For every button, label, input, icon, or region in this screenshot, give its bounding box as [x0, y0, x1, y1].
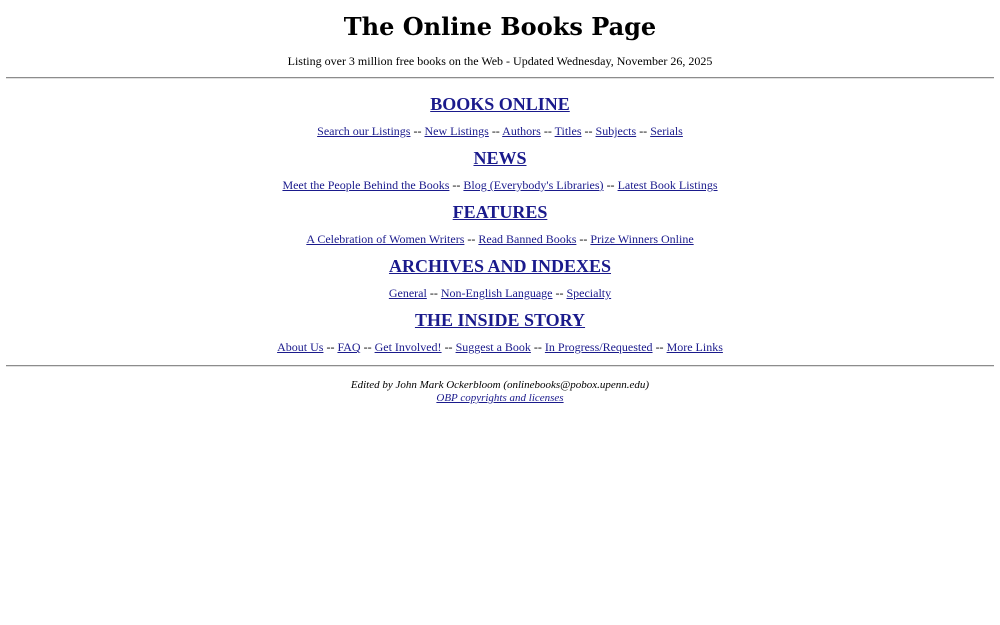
page-subtitle: Listing over 3 million free books on the Web - Updated Wednesday, November 26, 2025 [287, 54, 713, 68]
link-separator: -- [540, 124, 555, 138]
nav-link[interactable]: Serials [650, 124, 683, 138]
section-heading-4 [6, 309, 994, 331]
link-separator: -- [552, 286, 567, 300]
section-links-0 [6, 123, 994, 139]
nav-link[interactable]: Search our Listings [317, 124, 411, 138]
section-heading-0 [6, 93, 994, 115]
link-separator: -- [652, 340, 667, 354]
link-separator: -- [576, 232, 591, 246]
nav-link[interactable]: Meet the People Behind the Books [282, 178, 450, 192]
top-divider [6, 77, 994, 79]
nav-link[interactable]: Latest Book Listings [617, 178, 718, 192]
section-heading-link[interactable]: FEATURES [452, 202, 548, 222]
nav-link[interactable]: Read Banned Books [478, 232, 577, 246]
link-separator: -- [449, 178, 464, 192]
nav-link[interactable]: New Listings [424, 124, 489, 138]
nav-link[interactable]: FAQ [337, 340, 361, 354]
section-heading-1 [6, 147, 994, 169]
link-separator: -- [441, 340, 456, 354]
nav-link[interactable]: Prize Winners Online [590, 232, 694, 246]
footer [6, 379, 994, 405]
section-heading-2 [6, 201, 994, 223]
nav-link[interactable]: Specialty [566, 286, 612, 300]
nav-link[interactable]: A Celebration of Women Writers [306, 232, 465, 246]
section-links-4 [6, 339, 994, 355]
bottom-divider [6, 365, 994, 367]
nav-link[interactable]: Subjects [595, 124, 637, 138]
link-separator: -- [426, 286, 441, 300]
nav-link[interactable]: About Us [277, 340, 324, 354]
nav-link[interactable]: In Progress/Requested [544, 340, 653, 354]
link-separator: -- [530, 340, 545, 354]
section-links-1 [6, 177, 994, 193]
nav-link[interactable]: Titles [554, 124, 582, 138]
nav-link[interactable]: Non-English Language [440, 286, 553, 300]
page-title: The Online Books Page [343, 12, 657, 41]
sections-container [6, 93, 994, 355]
section-heading-link[interactable]: NEWS [473, 148, 527, 168]
link-separator: -- [488, 124, 503, 138]
link-separator: -- [581, 124, 596, 138]
nav-link[interactable]: Suggest a Book [455, 340, 531, 354]
link-separator: -- [410, 124, 425, 138]
link-separator: -- [323, 340, 338, 354]
nav-link[interactable]: Get Involved! [374, 340, 442, 354]
section-heading-link[interactable]: BOOKS ONLINE [430, 94, 570, 114]
editor-credit: Edited by John Mark Ockerbloom (onlinebooks@pobox.upenn.edu) [350, 379, 650, 391]
section-heading-3 [6, 255, 994, 277]
section-heading-link[interactable]: ARCHIVES AND INDEXES [388, 256, 612, 276]
nav-link[interactable]: General [388, 286, 427, 300]
link-separator: -- [636, 124, 651, 138]
nav-link[interactable]: Authors [502, 124, 541, 138]
nav-link[interactable]: More Links [666, 340, 723, 354]
nav-link[interactable]: Blog (Everybody's Libraries) [463, 178, 604, 192]
section-heading-link[interactable]: THE INSIDE STORY [414, 310, 586, 330]
link-separator: -- [360, 340, 375, 354]
link-separator: -- [464, 232, 479, 246]
link-separator: -- [603, 178, 618, 192]
section-links-3 [6, 285, 994, 301]
copyright-link[interactable]: OBP copyrights and licenses [436, 392, 564, 404]
section-links-2 [6, 231, 994, 247]
